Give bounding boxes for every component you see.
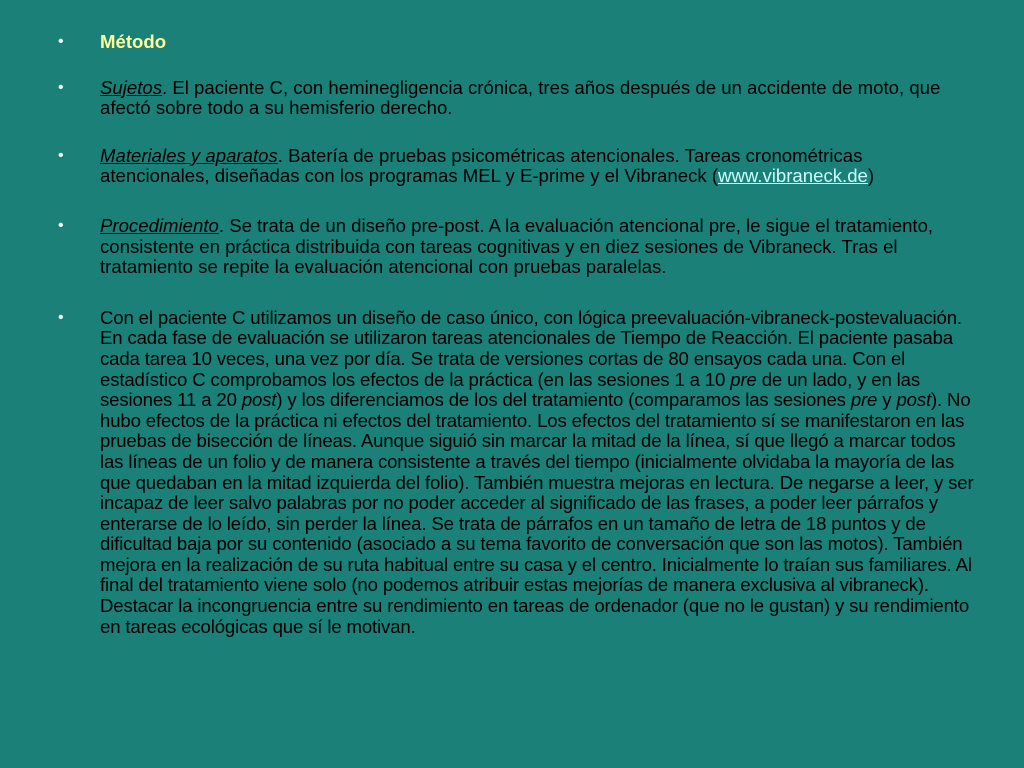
bullet-caso-unico	[56, 308, 976, 638]
bullet-sujetos	[56, 78, 976, 119]
caso-post-1: post	[241, 389, 277, 411]
caso-text-1: Con el paciente C utilizamos un diseño de caso único, con lógica preevaluación-vibraneck-postevaluación. En cada fase de evaluación se utilizaron tareas atencionales de Tiempo de Reacción. El paciente pasaba cada tarea 10 veces, una vez por día. Se trata de versiones cortas de 80 ensayos cada una. Con el estadístico C comprobamos los efectos de la práctica (en las sesiones 1 a 10	[100, 306, 962, 390]
bullet-dot: •	[58, 216, 64, 234]
sujetos-text: . El paciente C, con heminegligencia crónica, tres años después de un accidente de moto, que afectó sobre todo a su hemisferio derecho.	[100, 76, 941, 119]
procedimiento-label: Procedimiento	[100, 214, 219, 236]
bullet-list	[56, 32, 976, 637]
procedimiento-paragraph	[100, 215, 933, 277]
caso-paragraph	[100, 307, 974, 637]
caso-text-4: y	[877, 389, 897, 411]
caso-post-2: post	[896, 389, 931, 411]
materiales-text: . Batería de pruebas psicométricas atencionales. Tareas cronométricas atencionales, diseñadas con los programas MEL y E-prime y el Vibraneck (	[100, 144, 863, 187]
caso-text-3: ) y los diferenciamos de los del tratamiento (comparamos las sesiones	[276, 389, 851, 411]
caso-text-2: de un lado, y en las sesiones 11 a 20	[100, 368, 920, 411]
bullet-dot: •	[58, 78, 64, 96]
sujetos-label: Sujetos	[100, 76, 163, 98]
bullet-materiales	[56, 146, 976, 187]
bullet-procedimiento	[56, 216, 976, 278]
caso-pre-2: pre	[850, 389, 878, 411]
section-title: Método	[100, 31, 167, 52]
materiales-text-end: )	[867, 165, 875, 187]
bullet-dot: •	[58, 146, 64, 164]
materiales-paragraph	[100, 145, 874, 187]
bullet-metodo	[56, 32, 976, 53]
materiales-label: Materiales y aparatos	[100, 144, 278, 166]
caso-text-5: ). No hubo efectos de la práctica ni efectos del tratamiento. Los efectos del tratamiento sí se manifestaron en las pruebas de bisección de líneas. Aunque siguió sin marcar la mitad de la línea, sí que llegó a marcar todos las líneas de un folio y de manera consistente a través del tiempo (inicialmente olvidaba la mayoría de las que quedaban en la mitad izquierda del folio). También muestra mejoras en lectura. De negarse a leer, y ser incapaz de leer salvo palabras por no poder acceder al significado de las frases, a poder leer párrafos y enterarse de lo leído, sin perder la línea. Se trata de párrafos en un tamaño de letra de 18 puntos y de dificultad baja por su contenido (asociado a su tema favorito de conversación que son las motos). También mejora en la realización de su ruta habitual entre su casa y el centro. Inicialmente lo traían sus familiares. Al final del tratamiento viene solo (no podemos atribuir estas mejorías de manera exclusiva al vibraneck). Destacar la incongruencia entre su rendimiento en tareas de ordenador (que no le gustan) y su rendimiento en tareas ecológicas que sí le motivan.	[100, 389, 974, 637]
bullet-dot: •	[58, 33, 64, 50]
sujetos-paragraph	[100, 77, 940, 119]
caso-pre-1: pre	[730, 368, 757, 390]
procedimiento-text: . Se trata de un diseño pre-post. A la evaluación atencional pre, le sigue el tratamiento, consistente en práctica distribuida con tareas cognitivas y en diez sesiones de Vibraneck. Tras el tratamiento se repite la evaluación atencional con pruebas paralelas.	[100, 214, 934, 278]
vibraneck-link[interactable]: www.vibraneck.de	[718, 165, 868, 187]
bullet-dot: •	[58, 308, 64, 326]
